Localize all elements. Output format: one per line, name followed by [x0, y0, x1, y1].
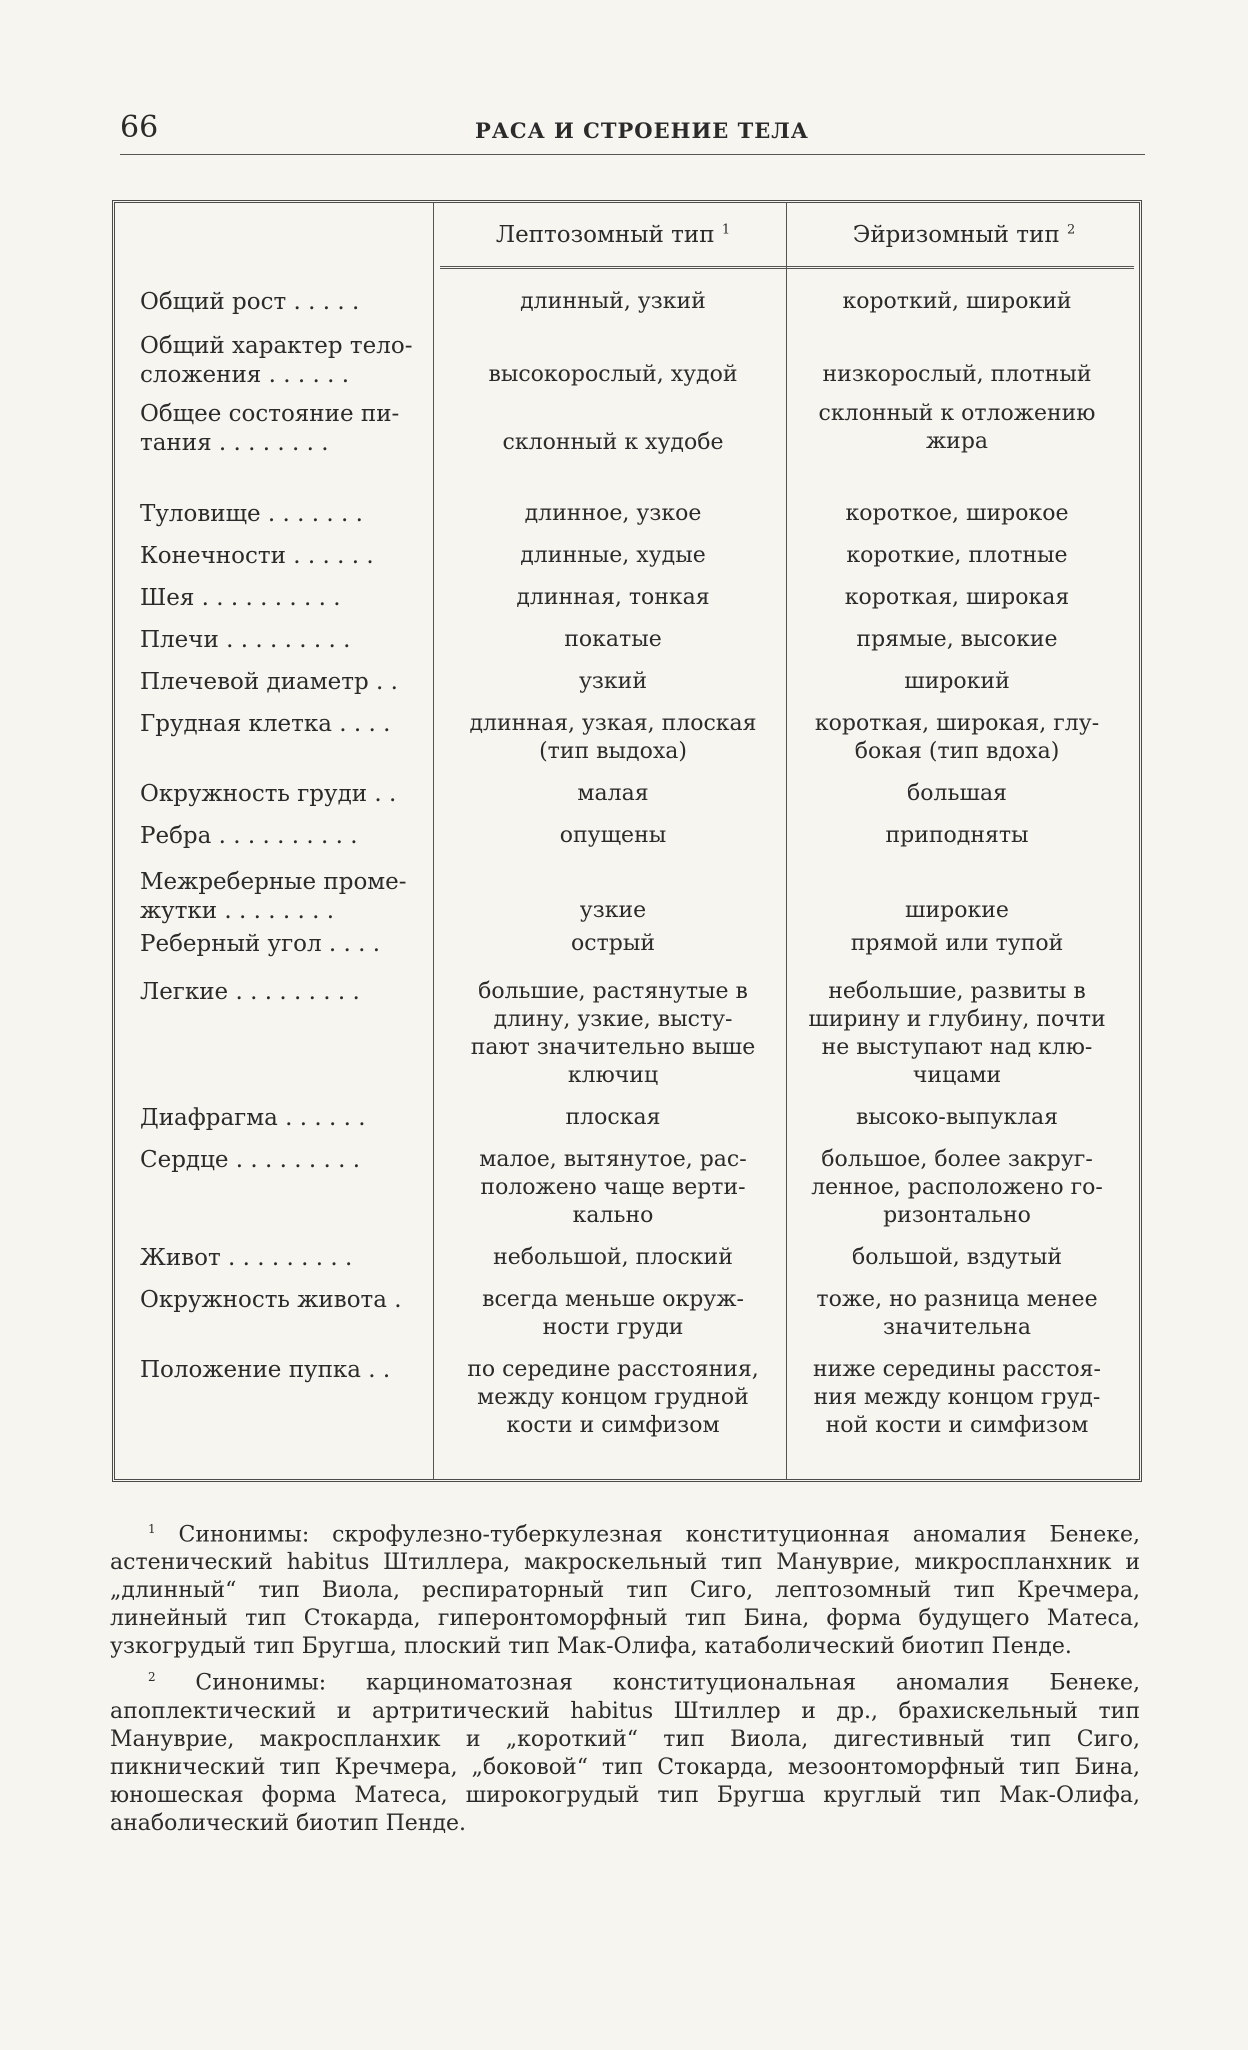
cell-line: длинная, тонкая [516, 585, 710, 610]
column-divider-left [433, 203, 434, 1479]
header-separator [440, 266, 1134, 269]
cell-line: приподняты [885, 823, 1029, 848]
row-label-line: Живот . . . . . . . . . [140, 1245, 353, 1271]
cell-line: ной кости и симфизом [825, 1413, 1089, 1438]
cell-line: ния между концом груд- [813, 1385, 1101, 1410]
row-label [140, 332, 430, 390]
cell-line: склонный к худобе [502, 430, 724, 455]
cell-line: длинная, узкая, плоская [469, 711, 757, 736]
cell-line: длинный, узкий [520, 289, 706, 314]
eurysomic-value [792, 1244, 1122, 1272]
row-label-line: Легкие . . . . . . . . . [140, 979, 360, 1005]
eurysomic-value [792, 584, 1122, 612]
cell-line: прямой или тупой [850, 931, 1064, 956]
cell-line: кально [572, 1203, 654, 1228]
footnotes [110, 1515, 1140, 1840]
cell-line: между концом грудной [477, 1385, 749, 1410]
page-header [120, 110, 1145, 150]
cell-line: короткий, широкий [842, 289, 1072, 314]
leptosomic-value [448, 288, 778, 316]
column-header-leptosomic [440, 222, 786, 248]
cell-line: большой, вздутый [851, 1245, 1062, 1270]
cell-line: опущены [559, 823, 667, 848]
cell-line: (тип выдоха) [539, 739, 687, 764]
footnote-marker: 1 [148, 1522, 156, 1536]
cell-line: короткое, широкое [845, 501, 1069, 526]
cell-line: широкие [905, 898, 1009, 923]
leptosomic-value [448, 822, 778, 850]
cell-line: по середине расстояния, [467, 1357, 759, 1382]
row-label [140, 978, 430, 1007]
page-number: 66 [120, 110, 159, 145]
column-header-label: Лептозомный тип [495, 222, 715, 248]
eurysomic-value [792, 822, 1122, 850]
leptosomic-value [448, 897, 778, 925]
eurysomic-value [792, 1286, 1122, 1342]
row-label [140, 668, 430, 697]
cell-line: короткие, плотные [846, 543, 1068, 568]
row-label [140, 1104, 430, 1133]
cell-line: значительна [883, 1315, 1031, 1340]
row-label-line: Общий рост . . . . . [140, 289, 360, 315]
row-label-line: Конечности . . . . . . [140, 543, 374, 569]
cell-line: кости и симфизом [506, 1413, 720, 1438]
eurysomic-value [792, 500, 1122, 528]
row-label-line: Положение пупка . . [140, 1357, 391, 1383]
eurysomic-value [792, 400, 1122, 456]
row-label-line: Окружность живота . [140, 1287, 402, 1313]
row-label [140, 1146, 430, 1175]
footnote-marker: 2 [148, 1670, 156, 1685]
eurysomic-value [792, 897, 1122, 925]
cell-line: жира [925, 429, 989, 454]
cell-line: малая [577, 781, 649, 806]
eurysomic-value [792, 668, 1122, 696]
cell-line: бокая (тип вдоха) [854, 739, 1060, 764]
footnote-text: Синонимы: карциноматозная конституциональная аномалия Бенеке, апоплектический и артритический habitus Штиллер и др., брахискельный тип Мануврие, макроспланхик и „короткий“ тип Виола, дигестивный тип Сиго, пикнический тип Кречмера, „боковой“ тип Стокарда, мезоонтоморфный тип Бина, юношеская форма Матеса, широкогрудый тип Бругша круглый тип Мак-Олифа, анаболический биотип Пенде. [110, 1670, 1141, 1836]
eurysomic-value [792, 1104, 1122, 1132]
cell-line: небольшой, плоский [493, 1245, 733, 1270]
cell-line: склонный к отложению [818, 401, 1096, 426]
row-label [140, 626, 430, 655]
row-label [140, 288, 430, 317]
eurysomic-value [792, 626, 1122, 654]
cell-line: узкий [578, 669, 648, 694]
eurysomic-value [792, 1356, 1122, 1440]
row-label-line: сложения . . . . . . [140, 362, 350, 388]
leptosomic-value [448, 500, 778, 528]
cell-line: плоская [565, 1105, 661, 1130]
leptosomic-value [448, 584, 778, 612]
cell-line: острый [571, 931, 655, 956]
cell-line: низкорослый, плотный [822, 362, 1092, 387]
cell-line: ключиц [567, 1063, 659, 1088]
cell-line: длинное, узкое [524, 501, 702, 526]
leptosomic-value [448, 626, 778, 654]
row-label-line: Туловище . . . . . . . [140, 501, 363, 527]
cell-line: короткая, широкая [844, 585, 1070, 610]
row-label-line: Грудная клетка . . . . [140, 711, 391, 737]
footnote-1 [110, 1515, 1140, 1661]
row-label-line: Реберный угол . . . . [140, 931, 381, 957]
cell-line: широкий [904, 669, 1010, 694]
footnote-marker: 2 [1066, 222, 1076, 238]
cell-line: не выступают над клю- [821, 1035, 1093, 1060]
footnote-2 [110, 1663, 1140, 1837]
running-title: РАСА И СТРОЕНИЕ ТЕЛА [475, 118, 809, 143]
cell-line: чицами [912, 1063, 1002, 1088]
row-label [140, 710, 430, 739]
cell-line: ширину и глубину, почти [808, 1007, 1106, 1032]
leptosomic-value [448, 361, 778, 389]
row-label [140, 584, 430, 613]
cell-line: тоже, но разница менее [816, 1287, 1098, 1312]
row-label-line: Плечевой диаметр . . [140, 669, 398, 695]
eurysomic-value [792, 930, 1122, 958]
cell-line: ризонтально [883, 1203, 1031, 1228]
row-label-line: Шея . . . . . . . . . . [140, 585, 341, 611]
eurysomic-value [792, 542, 1122, 570]
row-label [140, 1286, 430, 1315]
row-label-line: Общий характер тело- [140, 333, 413, 359]
cell-line: большая [907, 781, 1007, 806]
cell-line: ниже середины расстоя- [813, 1357, 1101, 1382]
row-label-line: Диафрагма . . . . . . [140, 1105, 366, 1131]
cell-line: прямые, высокие [856, 627, 1058, 652]
row-label [140, 930, 430, 959]
cell-line: небольшие, развиты в [828, 979, 1086, 1004]
row-label-line: Сердце . . . . . . . . . [140, 1147, 361, 1173]
row-label-line: Окружность груди . . [140, 781, 397, 807]
row-label-line: жутки . . . . . . . . [140, 898, 335, 924]
leptosomic-value [448, 780, 778, 808]
cell-line: большие, растянутые в [478, 979, 748, 1004]
footnote-text: Синонимы: скрофулезно-туберкулезная конституционная аномалия Бенеке, астенический habitus Штиллера, макроскельный тип Мануврие, микроспланхник и „длинный“ тип Виола, респираторный тип Сиго, лептозомный тип Кречмера, линейный тип Стокарда, гиперонтоморфный тип Бина, форма будущего Матеса, узкогрудый тип Бругша, плоский тип Мак-Олифа, катаболический биотип Пенде. [110, 1522, 1141, 1660]
header-rule [120, 154, 1145, 155]
cell-line: ности груди [542, 1315, 684, 1340]
row-label-line: Ребра . . . . . . . . . . [140, 823, 358, 849]
cell-line: длинные, худые [520, 543, 706, 568]
leptosomic-value [448, 978, 778, 1090]
eurysomic-value [792, 780, 1122, 808]
row-label-line: тания . . . . . . . . [140, 430, 329, 456]
row-label [140, 400, 430, 458]
column-divider-right [786, 203, 787, 1479]
row-label [140, 542, 430, 571]
row-label-line: Межреберные проме- [140, 869, 407, 895]
cell-line: высоко-выпуклая [855, 1105, 1059, 1130]
row-label [140, 500, 430, 529]
leptosomic-value [448, 1104, 778, 1132]
cell-line: всегда меньше окруж- [482, 1287, 744, 1312]
leptosomic-value [448, 429, 778, 457]
cell-line: положено чаще верти- [480, 1175, 746, 1200]
column-header-eurysomic [790, 222, 1138, 248]
cell-line: покатые [564, 627, 662, 652]
leptosomic-value [448, 1146, 778, 1230]
column-header-label: Эйризомный тип [852, 222, 1060, 248]
cell-line: короткая, широкая, глу- [814, 711, 1100, 736]
cell-line: малое, вытянутое, рас- [479, 1147, 747, 1172]
leptosomic-value [448, 542, 778, 570]
row-label [140, 780, 430, 809]
row-label [140, 1244, 430, 1273]
row-label-line: Плечи . . . . . . . . . [140, 627, 351, 653]
row-label [140, 1356, 430, 1385]
cell-line: ленное, расположено го- [811, 1175, 1103, 1200]
eurysomic-value [792, 978, 1122, 1090]
cell-line: узкие [579, 898, 647, 923]
cell-line: большое, более закруг- [821, 1147, 1093, 1172]
cell-line: длину, узкие, высту- [493, 1007, 733, 1032]
leptosomic-value [448, 1244, 778, 1272]
eurysomic-value [792, 361, 1122, 389]
row-label-line: Общее состояние пи- [140, 401, 400, 427]
row-label [140, 868, 430, 926]
leptosomic-value [448, 930, 778, 958]
cell-line: пают значительно выше [470, 1035, 756, 1060]
eurysomic-value [792, 710, 1122, 766]
eurysomic-value [792, 1146, 1122, 1230]
footnote-marker: 1 [721, 222, 731, 238]
cell-line: высокорослый, худой [488, 362, 738, 387]
leptosomic-value [448, 1286, 778, 1342]
leptosomic-value [448, 1356, 778, 1440]
eurysomic-value [792, 288, 1122, 316]
row-label [140, 822, 430, 851]
leptosomic-value [448, 668, 778, 696]
leptosomic-value [448, 710, 778, 766]
